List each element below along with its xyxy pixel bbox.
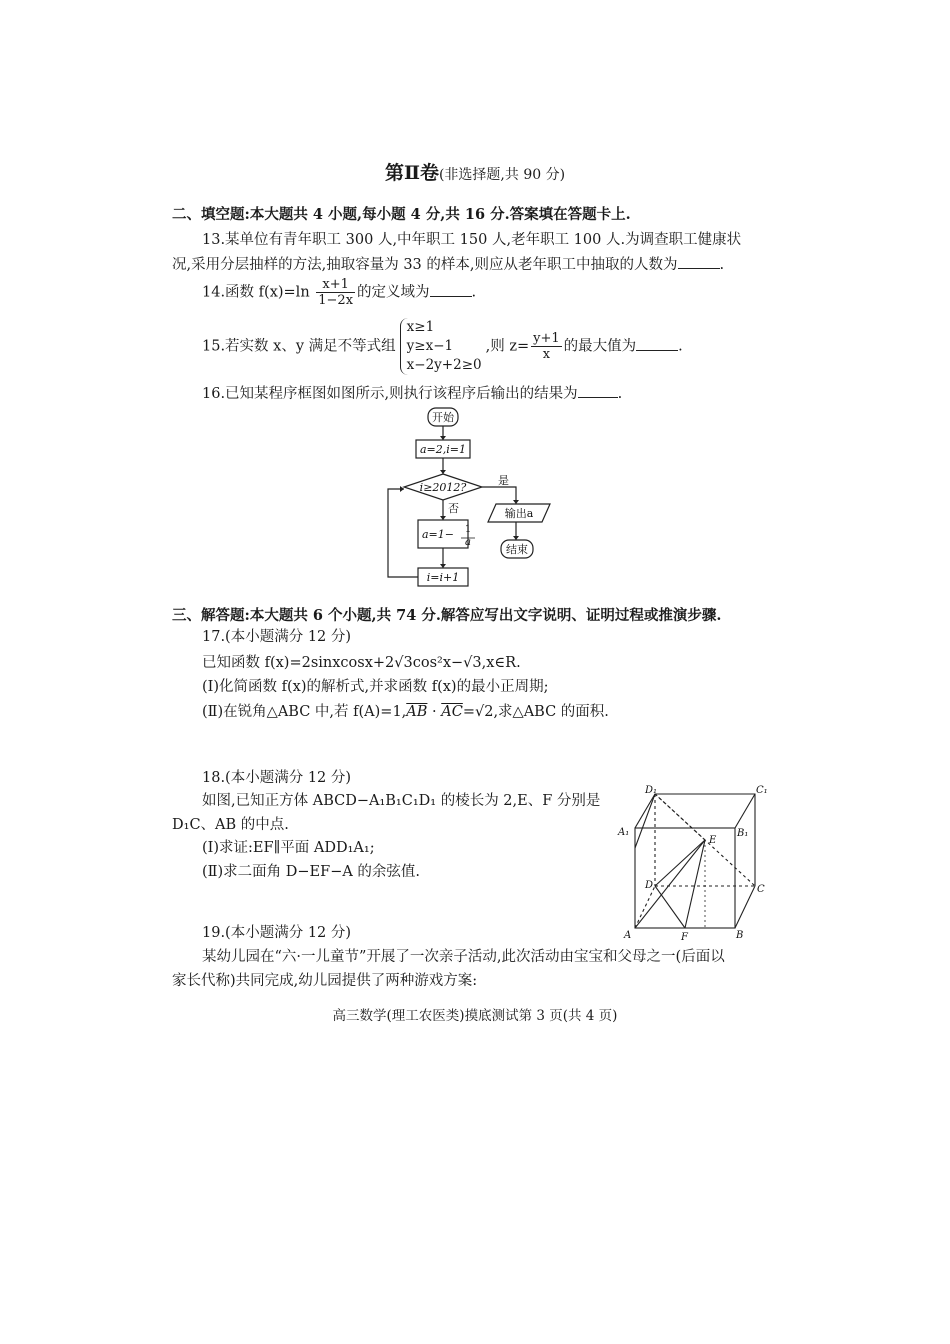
label-a1: A₁ xyxy=(618,827,630,838)
q14-answer-blank xyxy=(430,282,472,297)
flow-condition-label: i≥2012? xyxy=(419,481,467,494)
q17-part2-prefix: (Ⅱ)在锐角△ABC 中,若 f(A)=1, xyxy=(202,704,407,720)
flow-init-label: a=2,i=1 xyxy=(419,443,467,456)
q18-line1: 如图,已知正方体 ABCD−A₁B₁C₁D₁ 的棱长为 2,E、F 分别是 xyxy=(202,793,601,809)
q16-stem: 16.已知某程序框图如图所示,则执行该程序后输出的结果为 xyxy=(202,386,578,402)
q14-end: . xyxy=(471,284,477,301)
flow-assign-denominator: a xyxy=(465,537,471,548)
section3-heading: 三、解答题:本大题共 6 个小题,共 74 分.解答应写出文字说明、证明过程或推演步骤. xyxy=(172,607,722,624)
label-d: D xyxy=(645,880,654,891)
q14 xyxy=(202,277,476,308)
flow-start-label: 开始 xyxy=(432,411,454,424)
q15-inequality-system xyxy=(400,318,482,375)
flow-output-label: 输出a xyxy=(504,507,534,520)
q17-heading: 17.(本小题满分 12 分) xyxy=(202,629,352,645)
label-b: B xyxy=(736,930,744,941)
label-a: A xyxy=(624,930,632,941)
q15-numerator: y+1 xyxy=(533,331,560,346)
q17-line1: 已知函数 f(x)=2sinxcosx+2√3cos²x−√3,x∈R. xyxy=(202,655,521,671)
label-e: E xyxy=(709,835,717,846)
cube-figure xyxy=(612,780,772,942)
q16-end: . xyxy=(617,386,623,402)
flow-increment-label: i=i+1 xyxy=(426,571,460,584)
q16-text xyxy=(202,383,622,404)
flow-loop-back-line xyxy=(388,489,418,577)
cube-back-edges xyxy=(635,794,755,886)
flow-yes-line xyxy=(482,487,516,504)
q16-answer-blank xyxy=(578,383,618,398)
q19-line1: 某幼儿园在“六·一儿童节”开展了一次亲子活动,此次活动由宝宝和父母之一(后面以 xyxy=(202,949,725,965)
q14-fraction xyxy=(316,277,355,308)
q15 xyxy=(202,318,683,375)
q17-line3 xyxy=(202,702,609,722)
part-title-sub: (非选择题,共 90 分) xyxy=(438,167,566,183)
q18-line4: (Ⅱ)求二面角 D−EF−A 的余弦值. xyxy=(202,864,421,880)
q17-vector-ac: $\overline{AC}$ xyxy=(441,704,463,720)
section2-heading: 二、填空题:本大题共 4 小题,每小题 4 分,共 16 分.答案填在答题卡上. xyxy=(172,206,631,223)
q13-line2 xyxy=(172,254,724,275)
q13-line1: 13.某单位有青年职工 300 人,中年职工 150 人,老年职工 100 人.为调查职工健康状 xyxy=(202,232,742,248)
q17-line2: (Ⅰ)化简函数 f(x)的解析式,并求函数 f(x)的最小正周期; xyxy=(202,679,549,695)
part-title xyxy=(0,158,950,185)
q18-line2: D₁C、AB 的中点. xyxy=(172,817,289,833)
q13-answer-blank xyxy=(678,254,720,269)
flow-yes-label: 是 xyxy=(498,474,509,487)
q15-condition-3: x−2y+2≥0 xyxy=(406,357,482,373)
q15-end: . xyxy=(678,338,683,355)
label-c: C xyxy=(757,884,765,895)
part-title-main: 第Ⅱ卷 xyxy=(384,162,439,184)
page-footer: 高三数学(理工农医类)摸底测试第 3 页(共 4 页) xyxy=(332,1008,618,1024)
segment-ed xyxy=(655,840,705,886)
flowchart xyxy=(380,404,560,600)
label-b1: B₁ xyxy=(737,828,749,839)
q14-prefix: 14.函数 f(x)=ln xyxy=(202,284,310,301)
q15-condition-1: x≥1 xyxy=(406,319,435,335)
q19-line2: 家长代称)共同完成,幼儿园提供了两种游戏方案: xyxy=(172,973,478,989)
q19-heading: 19.(本小题满分 12 分) xyxy=(202,925,352,941)
flow-assign-label: a=1− xyxy=(422,528,454,541)
segment-df xyxy=(655,886,685,928)
q14-suffix: 的定义域为 xyxy=(357,284,430,301)
q15-fraction xyxy=(531,331,562,362)
q15-denominator: x xyxy=(542,347,551,362)
q17-dot: · xyxy=(427,704,442,720)
q15-mid: ,则 z= xyxy=(485,338,530,355)
q15-suffix: 的最大值为 xyxy=(563,338,637,355)
q15-prefix: 15.若实数 x、y 满足不等式组 xyxy=(202,338,396,355)
q13-text: 况,采用分层抽样的方法,抽取容量为 33 的样本,则应从老年职工中抽取的人数为 xyxy=(172,257,678,273)
cube-front-face xyxy=(635,828,735,928)
label-f: F xyxy=(681,932,688,942)
flow-no-label: 否 xyxy=(448,502,459,515)
q14-denominator: 1−2x xyxy=(318,293,354,308)
q13-end: . xyxy=(719,257,725,273)
flow-assign-numerator: 1 xyxy=(464,524,472,535)
q18-line3: (Ⅰ)求证:EF∥平面 ADD₁A₁; xyxy=(202,840,375,856)
flow-end-label: 结束 xyxy=(506,543,528,556)
q14-numerator: x+1 xyxy=(316,277,355,293)
q18-heading: 18.(本小题满分 12 分) xyxy=(202,770,352,786)
q17-vector-ab: $\overline{AB}$ xyxy=(406,704,428,720)
q17-part2-suffix: =√2,求△ABC 的面积. xyxy=(462,704,609,720)
q15-condition-2: y≥x−1 xyxy=(406,338,454,354)
q15-answer-blank xyxy=(636,336,678,351)
label-d1: D₁ xyxy=(645,785,658,796)
label-c1: C₁ xyxy=(756,785,768,796)
